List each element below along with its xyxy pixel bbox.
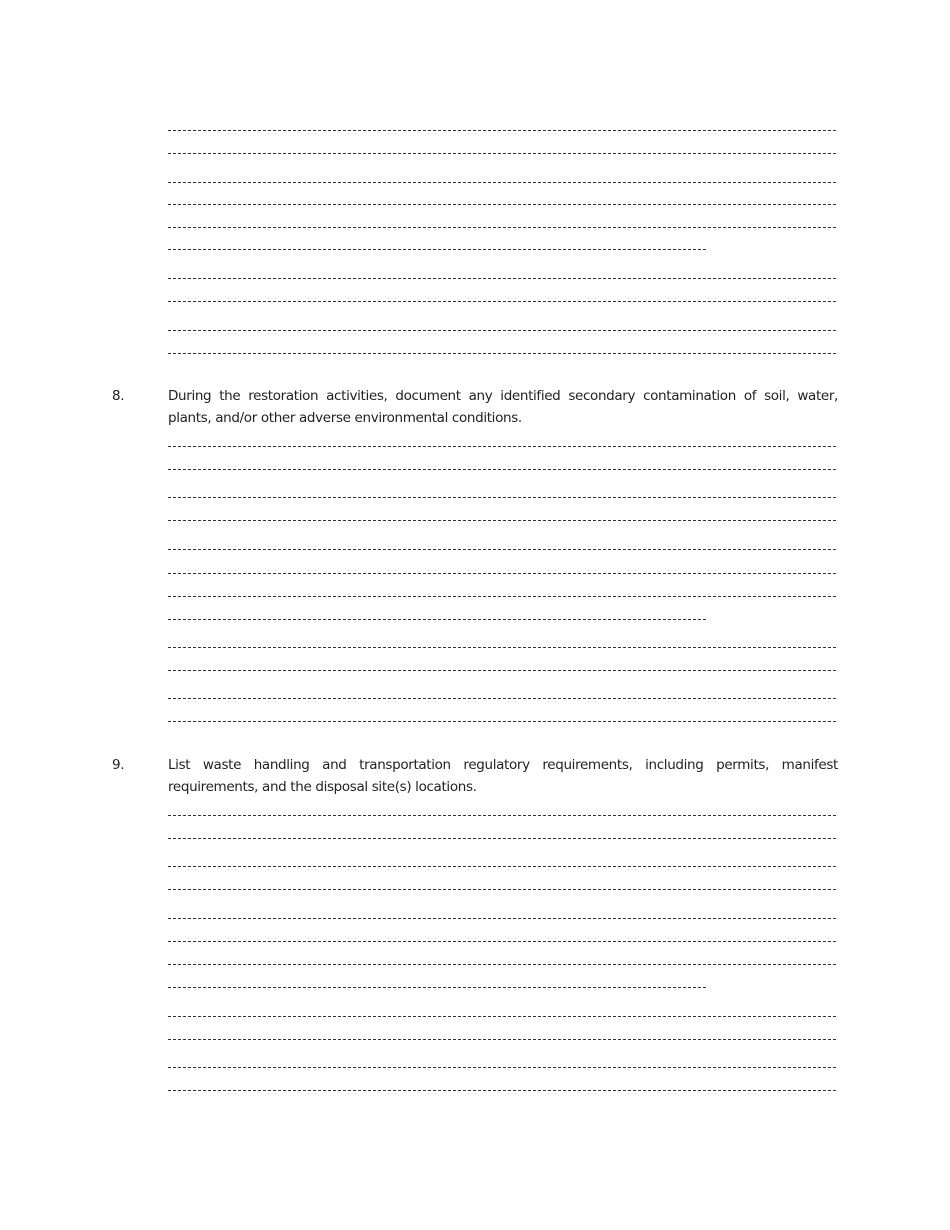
answer-line[interactable] (168, 1039, 836, 1040)
answer-line[interactable] (168, 182, 836, 183)
answer-line[interactable] (168, 1090, 836, 1091)
answer-line[interactable] (168, 941, 836, 942)
answer-line[interactable] (168, 889, 836, 890)
answer-line[interactable] (168, 815, 836, 816)
answer-line[interactable] (168, 573, 836, 574)
answer-line[interactable] (168, 1016, 836, 1017)
answer-line[interactable] (168, 647, 836, 648)
question-number: 8. (112, 388, 125, 404)
answer-line[interactable] (168, 330, 836, 331)
question-text: During the restoration activities, document any identified secondary contamination of soil, water, plants, and/or other adverse environmental conditions. (168, 388, 838, 426)
answer-line[interactable] (168, 204, 836, 205)
answer-line[interactable] (168, 301, 836, 302)
question-text: List waste handling and transportation regulatory requirements, including permits, manifest requirements, and the disposal site(s) locations. (168, 757, 838, 795)
question-number: 9. (112, 757, 125, 773)
answer-line[interactable] (168, 987, 706, 988)
answer-line[interactable] (168, 918, 836, 919)
answer-line[interactable] (168, 1067, 836, 1068)
answer-line[interactable] (168, 670, 836, 671)
answer-line[interactable] (168, 469, 836, 470)
answer-line[interactable] (168, 964, 836, 965)
answer-line[interactable] (168, 721, 836, 722)
answer-line[interactable] (168, 520, 836, 521)
answer-line[interactable] (168, 153, 836, 154)
answer-line[interactable] (168, 838, 836, 839)
answer-line[interactable] (168, 353, 836, 354)
answer-line[interactable] (168, 549, 836, 550)
answer-line[interactable] (168, 596, 836, 597)
answer-line[interactable] (168, 446, 836, 447)
answer-line[interactable] (168, 619, 706, 620)
answer-line[interactable] (168, 698, 836, 699)
answer-line[interactable] (168, 227, 836, 228)
answer-line[interactable] (168, 249, 706, 250)
answer-line[interactable] (168, 278, 836, 279)
answer-line[interactable] (168, 130, 836, 131)
answer-line[interactable] (168, 866, 836, 867)
answer-line[interactable] (168, 497, 836, 498)
